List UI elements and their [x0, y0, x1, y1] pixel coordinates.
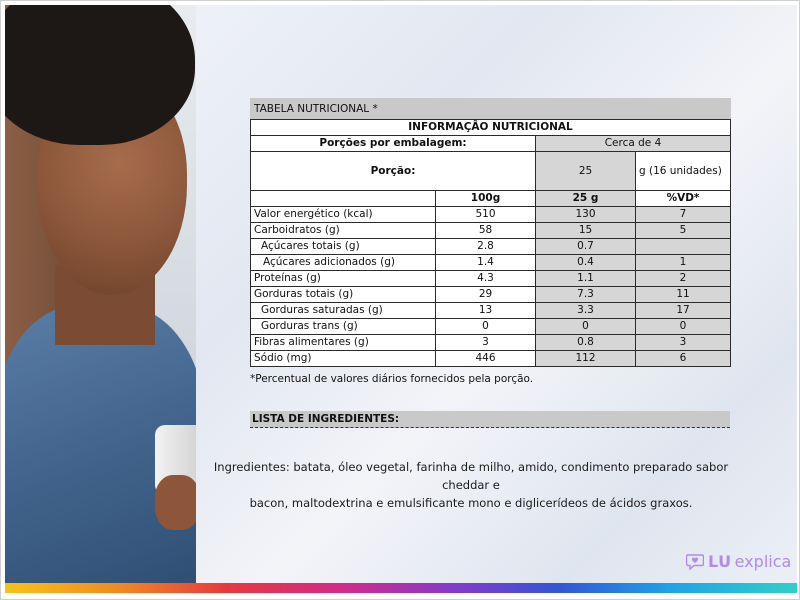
- nutrient-label: Gorduras totais (g): [251, 287, 436, 303]
- servings-value: Cerca de 4: [536, 136, 731, 152]
- nutrient-label: Açúcares totais (g): [251, 239, 436, 255]
- value-25g: 1.1: [536, 271, 636, 287]
- value-vd: 5: [636, 223, 731, 239]
- table-row: [251, 351, 731, 367]
- value-100g: 0: [436, 319, 536, 335]
- value-25g: 3.3: [536, 303, 636, 319]
- value-vd: 7: [636, 207, 731, 223]
- rainbow-stripe: [5, 583, 797, 593]
- table-row: [251, 255, 731, 271]
- nutrient-label: Gorduras trans (g): [251, 319, 436, 335]
- ingredients-text: [198, 458, 744, 512]
- value-25g: 15: [536, 223, 636, 239]
- value-100g: 29: [436, 287, 536, 303]
- panel-content: [213, 98, 730, 512]
- photo-hand: [155, 475, 196, 530]
- value-vd: 6: [636, 351, 731, 367]
- value-25g: 0.7: [536, 239, 636, 255]
- table-row: [251, 207, 731, 223]
- value-vd: 17: [636, 303, 731, 319]
- woman-photo: [5, 5, 196, 583]
- nutrition-table: [250, 98, 731, 367]
- table-row: [251, 223, 731, 239]
- value-100g: 1.4: [436, 255, 536, 271]
- servings-label: Porções por embalagem:: [251, 136, 536, 152]
- ingredients-line: Ingredientes: batata, óleo vegetal, farinha de milho, amido, condimento preparado sabor cheddar e: [213, 460, 729, 492]
- value-100g: 58: [436, 223, 536, 239]
- nutrient-label: Proteínas (g): [251, 271, 436, 287]
- column-header: 25 g: [536, 191, 636, 207]
- value-vd: 3: [636, 335, 731, 351]
- value-vd: 2: [636, 271, 731, 287]
- table-row: [251, 287, 731, 303]
- value-25g: 0.4: [536, 255, 636, 271]
- info-panel: [196, 5, 797, 583]
- table-row: [251, 303, 731, 319]
- table-row: [251, 335, 731, 351]
- columns-header-row: [251, 191, 731, 207]
- nutrient-label: Valor energético (kcal): [251, 207, 436, 223]
- servings-row: [251, 136, 731, 152]
- value-100g: 446: [436, 351, 536, 367]
- nutrient-label: Sódio (mg): [251, 351, 436, 367]
- value-vd: [636, 239, 731, 255]
- value-100g: 510: [436, 207, 536, 223]
- column-header: %VD*: [636, 191, 731, 207]
- value-25g: 0.8: [536, 335, 636, 351]
- table-row: [251, 319, 731, 335]
- value-25g: 0: [536, 319, 636, 335]
- table-title-row: [251, 99, 731, 120]
- table-row: [251, 239, 731, 255]
- value-100g: 4.3: [436, 271, 536, 287]
- nutrient-label: Fibras alimentares (g): [251, 335, 436, 351]
- portion-unit: g (16 unidades): [636, 152, 731, 191]
- logo-text-explica: explica: [734, 552, 792, 571]
- ingredients-line: bacon, maltodextrina e emulsificante mono e diglicerídeos de ácidos graxos.: [249, 496, 693, 510]
- value-25g: 112: [536, 351, 636, 367]
- value-vd: 0: [636, 319, 731, 335]
- table-title: TABELA NUTRICIONAL *: [251, 99, 731, 120]
- lu-explica-logo: [686, 552, 791, 571]
- nutrient-label: Carboidratos (g): [251, 223, 436, 239]
- value-vd: 11: [636, 287, 731, 303]
- table-footnote: *Percentual de valores diários fornecidos pela porção.: [250, 373, 534, 385]
- info-header: INFORMAÇÃO NUTRICIONAL: [251, 120, 731, 136]
- speech-bubble-heart-icon: [686, 554, 704, 570]
- value-100g: 13: [436, 303, 536, 319]
- info-header-row: [251, 120, 731, 136]
- column-header: 100g: [436, 191, 536, 207]
- nutrient-label: Gorduras saturadas (g): [251, 303, 436, 319]
- ingredients-header: LISTA DE INGREDIENTES:: [250, 411, 730, 428]
- portion-row: [251, 152, 731, 191]
- table-row: [251, 271, 731, 287]
- columns-header-blank: [251, 191, 436, 207]
- value-25g: 130: [536, 207, 636, 223]
- value-100g: 2.8: [436, 239, 536, 255]
- value-25g: 7.3: [536, 287, 636, 303]
- portion-value: 25: [536, 152, 636, 191]
- logo-text-lu: LU: [708, 552, 732, 571]
- nutrient-label: Açúcares adicionados (g): [251, 255, 436, 271]
- portion-label: Porção:: [251, 152, 536, 191]
- value-vd: 1: [636, 255, 731, 271]
- value-100g: 3: [436, 335, 536, 351]
